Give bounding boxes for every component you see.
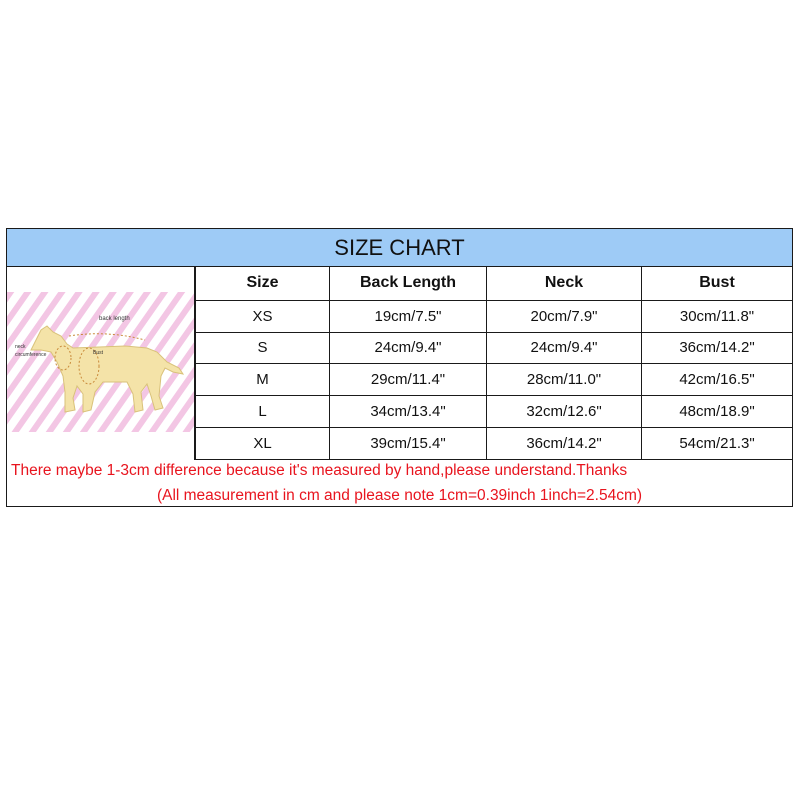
cell-back-length: 24cm/9.4" bbox=[330, 332, 487, 364]
cell-neck: 32cm/12.6" bbox=[487, 396, 642, 428]
measurement-disclaimer: There maybe 1-3cm difference because it's measured by hand,please understand.Thanks bbox=[11, 462, 628, 479]
cell-size: L bbox=[196, 396, 330, 428]
dog-measurement-diagram bbox=[7, 266, 195, 460]
table-header-row bbox=[196, 267, 793, 301]
cell-bust: 36cm/14.2" bbox=[642, 332, 793, 364]
table-row bbox=[196, 396, 793, 428]
table-row bbox=[196, 332, 793, 364]
circumference-label: circumference bbox=[15, 352, 47, 358]
bust-label: Bust bbox=[93, 350, 104, 356]
table-row bbox=[196, 300, 793, 332]
cell-bust: 54cm/21.3" bbox=[642, 428, 793, 460]
chart-title: SIZE CHART bbox=[7, 229, 792, 267]
cell-back-length: 39cm/15.4" bbox=[330, 428, 487, 460]
cell-neck: 24cm/9.4" bbox=[487, 332, 642, 364]
neck-label: neck bbox=[15, 344, 26, 350]
cell-size: S bbox=[196, 332, 330, 364]
size-chart bbox=[6, 228, 793, 507]
header-neck: Neck bbox=[487, 267, 642, 301]
dog-illustration bbox=[7, 292, 195, 432]
cell-neck: 36cm/14.2" bbox=[487, 428, 642, 460]
unit-conversion-note: (All measurement in cm and please note 1cm=0.39inch 1inch=2.54cm) bbox=[156, 487, 643, 504]
cell-back-length: 29cm/11.4" bbox=[330, 364, 487, 396]
header-bust: Bust bbox=[642, 267, 793, 301]
cell-bust: 42cm/16.5" bbox=[642, 364, 793, 396]
cell-back-length: 19cm/7.5" bbox=[330, 300, 487, 332]
cell-bust: 30cm/11.8" bbox=[642, 300, 793, 332]
cell-neck: 28cm/11.0" bbox=[487, 364, 642, 396]
back-length-label: back length bbox=[99, 316, 130, 322]
header-back-length: Back Length bbox=[330, 267, 487, 301]
header-size: Size bbox=[196, 267, 330, 301]
cell-size: M bbox=[196, 364, 330, 396]
cell-bust: 48cm/18.9" bbox=[642, 396, 793, 428]
cell-size: XS bbox=[196, 300, 330, 332]
size-table bbox=[195, 266, 793, 460]
table-row bbox=[196, 428, 793, 460]
cell-neck: 20cm/7.9" bbox=[487, 300, 642, 332]
cell-size: XL bbox=[196, 428, 330, 460]
cell-back-length: 34cm/13.4" bbox=[330, 396, 487, 428]
table-row bbox=[196, 364, 793, 396]
